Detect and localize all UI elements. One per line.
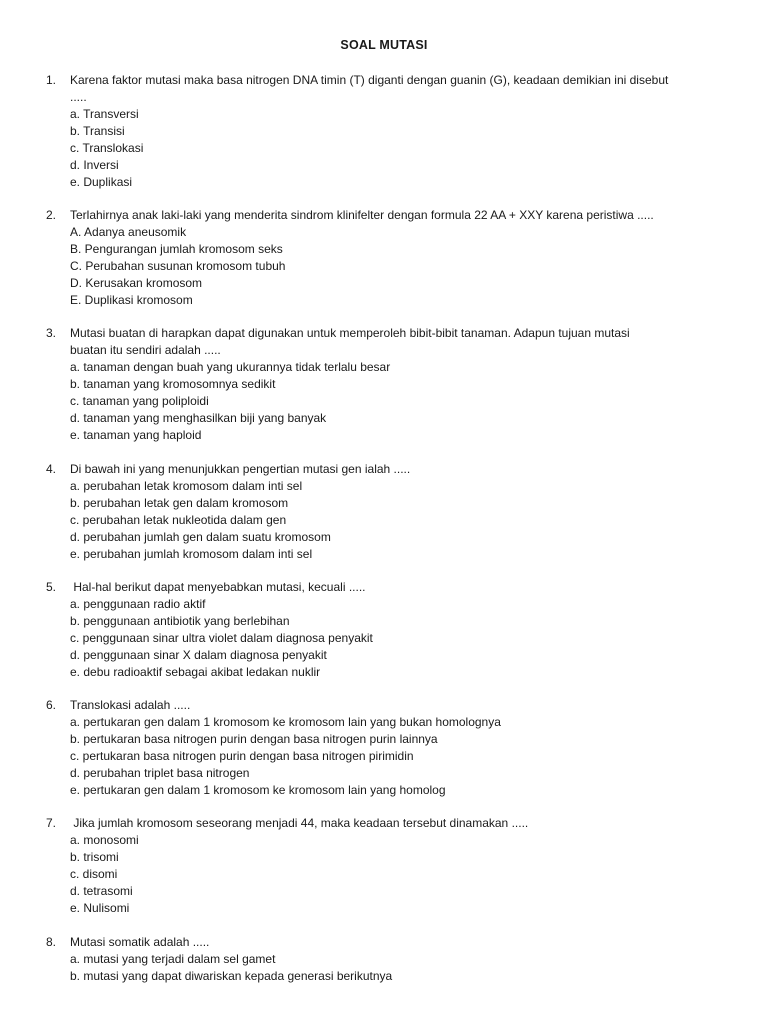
question-number: 2. (46, 208, 57, 222)
answer-option-text: D. Kerusakan kromosom (70, 276, 203, 290)
answer-option-text: c. pertukaran basa nitrogen purin dengan basa nitrogen pirimidin (70, 749, 414, 763)
answer-option-text: e. debu radioaktif sebagai akibat ledakan nuklir (70, 665, 321, 679)
question-text-line (0, 325, 768, 342)
question-text: Terlahirnya anak laki-laki yang menderita sindrom klinifelter dengan formula 22 AA + XXY karena peristiwa ..... (70, 208, 654, 222)
answer-option-text: C. Perubahan susunan kromosom tubuh (70, 259, 286, 273)
answer-option-text: e. Duplikasi (70, 175, 133, 189)
question-number: 6. (46, 698, 57, 712)
question-1 (0, 72, 768, 191)
document-title: SOAL MUTASI (340, 38, 428, 52)
answer-option-text: d. perubahan triplet basa nitrogen (70, 766, 250, 780)
answer-option (0, 410, 768, 427)
question-text: Hal-hal berikut dapat menyebabkan mutasi, kecuali ..... (70, 580, 366, 594)
question-text-line (0, 342, 768, 359)
answer-option (0, 951, 768, 968)
answer-option-text: a. penggunaan radio aktif (70, 597, 206, 611)
question-text-line (0, 207, 768, 224)
answer-option-text: a. Transversi (70, 107, 139, 121)
answer-option (0, 427, 768, 444)
question-text-line (0, 72, 768, 89)
answer-option-text: a. tanaman dengan buah yang ukurannya tidak terlalu besar (70, 360, 391, 374)
question-text: buatan itu sendiri adalah ..... (70, 343, 221, 357)
answer-option-text: b. penggunaan antibiotik yang berlebihan (70, 614, 290, 628)
question-text: Di bawah ini yang menunjukkan pengertian mutasi gen ialah ..... (70, 462, 411, 476)
question-text-line (0, 579, 768, 596)
answer-option-text: e. tanaman yang haploid (70, 428, 202, 442)
answer-option (0, 647, 768, 664)
answer-option-text: d. perubahan jumlah gen dalam suatu kromosom (70, 530, 331, 544)
answer-option (0, 478, 768, 495)
answer-option (0, 731, 768, 748)
answer-option-text: B. Pengurangan jumlah kromosom seks (70, 242, 283, 256)
answer-option (0, 275, 768, 292)
answer-option-text: c. penggunaan sinar ultra violet dalam diagnosa penyakit (70, 631, 373, 645)
answer-option (0, 782, 768, 799)
question-text: Mutasi somatik adalah ..... (70, 935, 210, 949)
question-text: Mutasi buatan di harapkan dapat digunakan untuk memperoleh bibit-bibit tanaman. Adapun tujuan mutasi (70, 326, 630, 340)
question-text-line (0, 89, 768, 106)
question-number: 7. (46, 816, 57, 830)
answer-option-text: a. monosomi (70, 833, 139, 847)
answer-option (0, 174, 768, 191)
answer-option (0, 664, 768, 681)
answer-option-text: c. Translokasi (70, 141, 144, 155)
question-number: 1. (46, 73, 57, 87)
answer-option-text: b. Transisi (70, 124, 125, 138)
question-text-line (0, 461, 768, 478)
answer-option (0, 393, 768, 410)
answer-option (0, 123, 768, 140)
answer-option-text: b. trisomi (70, 850, 119, 864)
answer-option (0, 546, 768, 563)
answer-option (0, 866, 768, 883)
answer-option (0, 157, 768, 174)
answer-option-text: a. perubahan letak kromosom dalam inti sel (70, 479, 303, 493)
answer-option (0, 613, 768, 630)
question-text: Translokasi adalah ..... (70, 698, 191, 712)
answer-option (0, 258, 768, 275)
answer-option-text: c. tanaman yang poliploidi (70, 394, 209, 408)
answer-option-text: e. perubahan jumlah kromosom dalam inti sel (70, 547, 313, 561)
answer-option-text: a. pertukaran gen dalam 1 kromosom ke kromosom lain yang bukan homolognya (70, 715, 501, 729)
answer-option-text: b. tanaman yang kromosomnya sedikit (70, 377, 276, 391)
answer-option-text: A. Adanya aneusomik (70, 225, 187, 239)
answer-option (0, 900, 768, 917)
answer-option (0, 359, 768, 376)
answer-option (0, 292, 768, 309)
question-text-line (0, 697, 768, 714)
question-text: ..... (70, 90, 87, 104)
answer-option (0, 630, 768, 647)
answer-option (0, 529, 768, 546)
answer-option-text: a. mutasi yang terjadi dalam sel gamet (70, 952, 276, 966)
question-7 (0, 815, 768, 917)
answer-option-text: E. Duplikasi kromosom (70, 293, 193, 307)
answer-option (0, 241, 768, 258)
question-2 (0, 207, 768, 309)
question-text: Karena faktor mutasi maka basa nitrogen DNA timin (T) diganti dengan guanin (G), keadaan demikian ini disebut (70, 73, 669, 87)
question-number: 4. (46, 462, 57, 476)
answer-option (0, 495, 768, 512)
answer-option-text: b. mutasi yang dapat diwariskan kepada generasi berikutnya (70, 969, 393, 983)
answer-option (0, 106, 768, 123)
answer-option (0, 883, 768, 900)
answer-option-text: e. Nulisomi (70, 901, 130, 915)
answer-option (0, 765, 768, 782)
answer-option-text: b. pertukaran basa nitrogen purin dengan basa nitrogen purin lainnya (70, 732, 438, 746)
answer-option (0, 849, 768, 866)
question-6 (0, 697, 768, 799)
answer-option (0, 140, 768, 157)
question-4 (0, 461, 768, 563)
answer-option (0, 376, 768, 393)
answer-option (0, 224, 768, 241)
question-3 (0, 325, 768, 444)
question-text-line (0, 934, 768, 951)
question-5 (0, 579, 768, 681)
answer-option-text: d. tetrasomi (70, 884, 133, 898)
question-number: 8. (46, 935, 57, 949)
answer-option (0, 512, 768, 529)
question-number: 5. (46, 580, 57, 594)
answer-option-text: d. Inversi (70, 158, 119, 172)
answer-option (0, 832, 768, 849)
answer-option (0, 968, 768, 985)
answer-option-text: c. disomi (70, 867, 118, 881)
question-8 (0, 934, 768, 985)
answer-option-text: d. penggunaan sinar X dalam diagnosa penyakit (70, 648, 327, 662)
answer-option (0, 596, 768, 613)
answer-option-text: b. perubahan letak gen dalam kromosom (70, 496, 289, 510)
answer-option-text: c. perubahan letak nukleotida dalam gen (70, 513, 287, 527)
answer-option-text: d. tanaman yang menghasilkan biji yang banyak (70, 411, 327, 425)
answer-option (0, 714, 768, 731)
question-text-line (0, 815, 768, 832)
answer-option (0, 748, 768, 765)
answer-option-text: e. pertukaran gen dalam 1 kromosom ke kromosom lain yang homolog (70, 783, 446, 797)
question-number: 3. (46, 326, 57, 340)
question-text: Jika jumlah kromosom seseorang menjadi 44, maka keadaan tersebut dinamakan ..... (70, 816, 529, 830)
